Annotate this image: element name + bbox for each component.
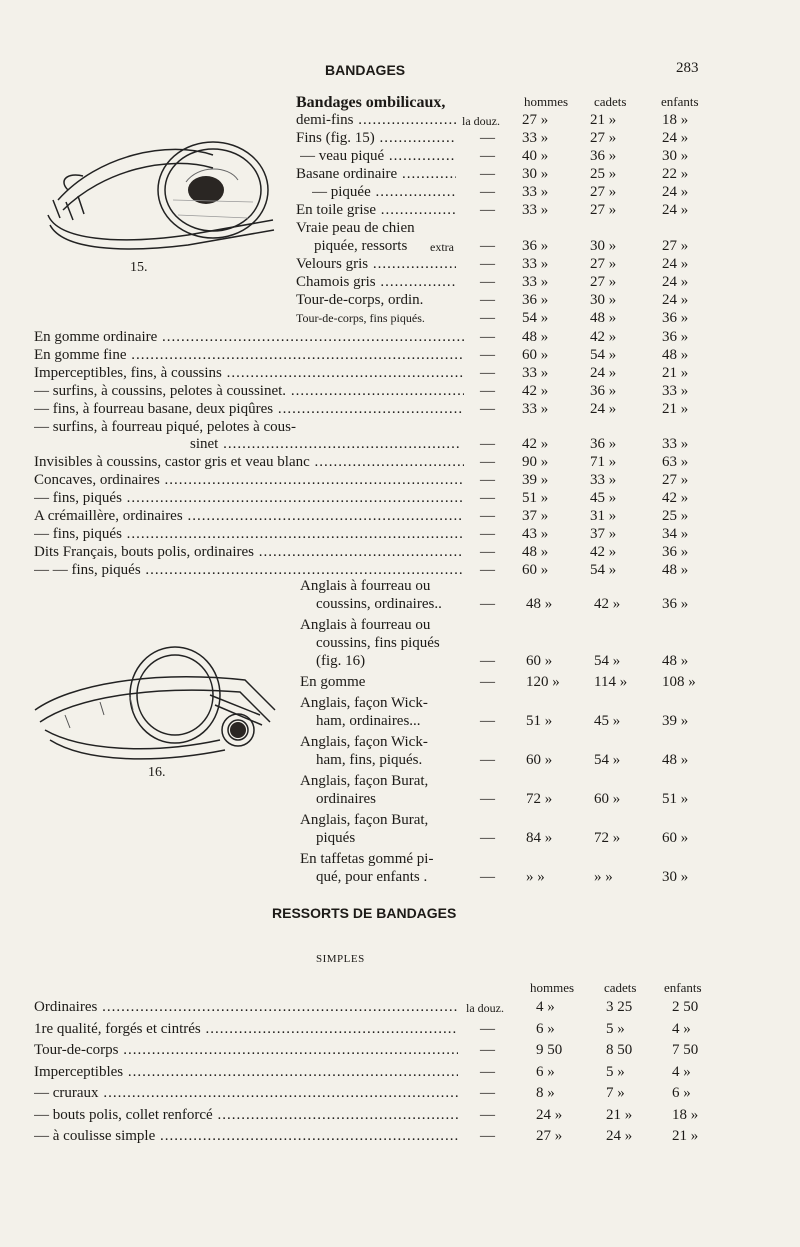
table-row — [0, 651, 800, 671]
row-label-line: Anglais, façon Burat, — [300, 773, 429, 789]
ditto-dash: — — [480, 752, 495, 768]
ditto-dash: — — [480, 508, 495, 524]
price-enfants: 48 » — [662, 561, 689, 578]
table-row — [0, 997, 800, 1017]
price-enfants: 27 » — [662, 238, 689, 254]
row-label: — surfins, à fourreau piqué, pelotes à cous- — [34, 418, 297, 435]
row-label: 1re qualité, forgés et cintrés ..... — [34, 1019, 458, 1039]
price-enfants: 108 » — [662, 674, 696, 690]
row-label: Invisibles à coussins, castor gris et veau blanc ..... — [34, 452, 464, 472]
row-label-line: Anglais à fourreau ou — [300, 578, 431, 594]
row-label: — à coulisse simple ..... — [34, 1126, 458, 1146]
ditto-dash: — — [480, 202, 495, 218]
table-row — [0, 218, 800, 238]
price-cadets: 42 » — [590, 329, 617, 345]
ditto-dash: — — [480, 674, 495, 690]
price-hommes: 84 » — [526, 830, 553, 846]
price-cadets: 33 » — [590, 472, 617, 489]
ditto-dash: — — [480, 490, 495, 507]
price-cadets: 24 » — [606, 1128, 633, 1144]
ditto-dash: — — [480, 713, 495, 729]
table-row — [0, 693, 800, 713]
row-label: Chamois gris ..... — [296, 272, 456, 292]
row-label-line: ham, ordinaires... — [316, 713, 421, 729]
price-enfants: 2 50 — [672, 999, 699, 1015]
table-row — [0, 200, 800, 220]
col-header-hommes: hommes — [524, 94, 569, 109]
price-cadets: 21 » — [590, 112, 617, 128]
ditto-dash: — — [480, 364, 495, 381]
table-row — [0, 828, 800, 848]
table-row — [0, 633, 800, 653]
ditto-dash: — — [480, 653, 495, 669]
price-cadets: 71 » — [590, 454, 617, 471]
price-cadets: 30 » — [590, 238, 617, 254]
row-label: Ordinaires ..... — [34, 997, 458, 1017]
price-cadets: 21 » — [606, 1106, 633, 1123]
price-hommes: 48 » — [522, 329, 549, 345]
price-enfants: 21 » — [662, 400, 689, 417]
price-hommes: 54 » — [522, 310, 549, 326]
price-cadets: 27 » — [590, 274, 617, 290]
table-row — [0, 254, 800, 274]
price-hommes: 33 » — [522, 274, 549, 290]
row-label: demi-fins ..... — [296, 110, 456, 130]
row-label: Dits Français, bouts polis, ordinaires ..... — [34, 542, 464, 562]
price-cadets: 60 » — [594, 791, 621, 807]
price-enfants: 30 » — [662, 148, 689, 164]
price-hommes: 43 » — [522, 525, 549, 542]
price-hommes: 4 » — [536, 999, 555, 1015]
price-hommes: 36 » — [522, 238, 549, 254]
row-label: Tour-de-corps, ordin. — [296, 292, 424, 308]
price-enfants: 22 » — [662, 166, 689, 182]
price-hommes: 39 » — [522, 472, 549, 489]
price-hommes: 30 » — [522, 166, 549, 182]
price-hommes: 48 » — [522, 543, 549, 560]
row-label: sinet ..... — [190, 434, 460, 454]
price-cadets: 45 » — [594, 713, 621, 729]
price-enfants: 30 » — [662, 869, 689, 885]
row-label-line: coussins, fins piqués — [316, 635, 440, 651]
price-cadets: 5 » — [606, 1020, 625, 1037]
price-cadets: 24 » — [590, 364, 617, 381]
price-cadets: 37 » — [590, 525, 617, 542]
price-enfants: 51 » — [662, 791, 689, 807]
price-cadets: 48 » — [590, 310, 617, 326]
price-enfants: 24 » — [662, 292, 689, 308]
table-row — [0, 849, 800, 869]
price-hommes: 48 » — [526, 596, 553, 612]
row-label: Tour-de-corps, fins piqués. — [296, 311, 425, 325]
table-row — [0, 1083, 800, 1103]
price-enfants: 36 » — [662, 310, 689, 326]
price-cadets: 72 » — [594, 830, 621, 846]
row-label: — fins, piqués ..... — [34, 488, 464, 508]
price-cadets: 42 » — [590, 543, 617, 560]
price-hommes: 37 » — [522, 508, 549, 524]
price-enfants: 48 » — [662, 752, 689, 768]
price-cadets: 27 » — [590, 130, 617, 146]
ditto-dash: — — [480, 1128, 495, 1144]
table-row — [0, 750, 800, 770]
price-hommes: 42 » — [522, 436, 549, 453]
price-hommes: 42 » — [522, 382, 549, 399]
row-label: — veau piqué ..... — [300, 146, 456, 166]
price-cadets: 31 » — [590, 508, 617, 524]
price-enfants: 34 » — [662, 525, 689, 542]
price-hommes: 33 » — [522, 400, 549, 417]
ditto-dash: — — [480, 596, 495, 612]
price-hommes: 36 » — [522, 292, 549, 308]
row-label-line: Anglais, façon Wick- — [300, 734, 428, 750]
row-label-line: Anglais, façon Wick- — [300, 695, 428, 711]
price-hommes: 33 » — [522, 256, 549, 272]
price-cadets: 27 » — [590, 184, 617, 200]
ditto-dash: — — [480, 184, 495, 200]
table-row — [0, 1040, 800, 1060]
price-hommes: 6 » — [536, 1063, 555, 1080]
price-hommes: 6 » — [536, 1020, 555, 1037]
table-row — [0, 672, 800, 692]
row-label-line: ordinaires — [316, 791, 376, 807]
col-header-cadets-2: cadets — [604, 980, 637, 995]
price-hommes: 40 » — [522, 148, 549, 164]
price-enfants: 27 » — [662, 472, 689, 489]
row-label: En toile grise ..... — [296, 200, 456, 220]
price-enfants: 25 » — [662, 508, 689, 524]
price-enfants: 36 » — [662, 596, 689, 612]
price-cadets: 114 » — [594, 674, 628, 690]
ditto-dash: — — [480, 292, 495, 308]
price-hommes: 90 » — [522, 454, 549, 471]
row-label-line: En gomme — [300, 674, 366, 690]
ditto-dash: — — [480, 830, 495, 846]
table-row — [0, 182, 800, 202]
price-cadets: 7 » — [606, 1085, 625, 1101]
col-header-cadets: cadets — [594, 94, 627, 109]
price-cadets: 25 » — [590, 166, 617, 182]
price-cadets: 42 » — [594, 596, 621, 612]
row-label: Basane ordinaire ..... — [296, 164, 456, 184]
row-label: Concaves, ordinaires ..... — [34, 470, 464, 490]
price-enfants: 42 » — [662, 490, 689, 507]
ditto-dash: — — [480, 869, 495, 885]
table-row — [0, 272, 800, 292]
ditto-dash: — — [480, 791, 495, 807]
row-label-line: Anglais, façon Burat, — [300, 812, 429, 828]
price-cadets: 27 » — [590, 202, 617, 218]
ditto-dash: — — [480, 454, 495, 471]
price-hommes: 60 » — [526, 752, 553, 768]
price-cadets: 24 » — [590, 400, 617, 417]
price-cadets: 5 » — [606, 1063, 625, 1080]
price-enfants: 4 » — [672, 1063, 691, 1080]
row-label: — surfins, à coussins, pelotes à coussinet. ..... — [34, 381, 464, 401]
row-label: Imperceptibles, fins, à coussins ..... — [34, 363, 464, 383]
price-enfants: 36 » — [662, 543, 689, 560]
table-row — [0, 594, 800, 614]
row-label-line: (fig. 16) — [316, 653, 366, 669]
price-hommes: 120 » — [526, 674, 560, 690]
price-enfants: 6 » — [672, 1085, 691, 1101]
table-row — [0, 146, 800, 166]
row-label: Fins (fig. 15) ..... — [296, 128, 456, 148]
table-row — [0, 1062, 800, 1082]
price-enfants: 36 » — [662, 329, 689, 345]
price-cadets: 54 » — [594, 752, 621, 768]
price-enfants: 7 50 — [672, 1042, 699, 1058]
row-label: — cruraux ..... — [34, 1083, 458, 1103]
table-row — [0, 576, 800, 596]
row-label: — — fins, piqués ..... — [34, 560, 464, 580]
price-hommes: 72 » — [526, 791, 553, 807]
row-label-line: coussins, ordinaires.. — [316, 596, 442, 612]
unit-label: la douz. — [462, 114, 500, 128]
row-label-extra: extra — [430, 240, 454, 254]
col-header-enfants: enfants — [661, 94, 699, 109]
table-row — [0, 711, 800, 731]
section-title-ombilicaux: Bandages ombilicaux, — [296, 94, 446, 111]
price-hommes: 8 » — [536, 1085, 555, 1101]
price-hommes: 27 » — [522, 112, 549, 128]
row-label-line: qué, pour enfants . — [316, 869, 428, 885]
ditto-dash: — — [480, 148, 495, 164]
price-hommes: 33 » — [522, 184, 549, 200]
price-cadets: 36 » — [590, 436, 617, 453]
ditto-dash: — — [480, 1106, 495, 1123]
table-row — [0, 164, 800, 184]
ditto-dash: — — [480, 310, 495, 326]
ditto-dash: — — [480, 1042, 495, 1058]
section-subtitle-simples: SIMPLES — [316, 953, 365, 965]
price-enfants: 48 » — [662, 653, 689, 669]
price-enfants: 21 » — [662, 364, 689, 381]
table-row — [0, 615, 800, 635]
price-cadets: 30 » — [590, 292, 617, 308]
price-cadets: » » — [594, 869, 613, 885]
price-cadets: 3 25 — [606, 999, 633, 1015]
ditto-dash: — — [480, 166, 495, 182]
table-row — [0, 1126, 800, 1146]
page-header: BANDAGES — [325, 62, 406, 78]
table-row — [0, 732, 800, 752]
price-enfants: 24 » — [662, 274, 689, 290]
row-label: — fins, piqués ..... — [34, 524, 464, 544]
row-label: piquée, ressorts — [314, 238, 408, 254]
row-label: Imperceptibles ..... — [34, 1062, 458, 1082]
row-label-line: ham, fins, piqués. — [316, 752, 423, 768]
price-hommes: 33 » — [522, 130, 549, 146]
row-label: — bouts polis, collet renforcé ..... — [34, 1105, 458, 1125]
ditto-dash: — — [480, 561, 495, 578]
ditto-dash: — — [480, 256, 495, 272]
table-row — [0, 867, 800, 887]
unit-label: la douz. — [466, 1001, 504, 1015]
table-row — [0, 236, 800, 256]
table-row — [0, 1105, 800, 1125]
price-enfants: 63 » — [662, 454, 689, 471]
row-label: Velours gris ..... — [296, 254, 456, 274]
price-cadets: 54 » — [590, 346, 617, 363]
row-label: En gomme fine ..... — [34, 345, 464, 365]
price-enfants: 39 » — [662, 713, 689, 729]
price-enfants: 48 » — [662, 346, 689, 363]
price-enfants: 18 » — [662, 112, 689, 128]
price-enfants: 4 » — [672, 1020, 691, 1037]
price-hommes: 27 » — [536, 1128, 563, 1144]
price-enfants: 33 » — [662, 382, 689, 399]
row-label-line: En taffetas gommé pi- — [300, 851, 434, 867]
table-row — [0, 128, 800, 148]
figure-15-caption: 15. — [130, 260, 148, 275]
table-row — [0, 789, 800, 809]
ditto-dash: — — [480, 238, 495, 254]
price-cadets: 36 » — [590, 382, 617, 399]
table-row — [0, 1019, 800, 1039]
section-title-ressorts: RESSORTS DE BANDAGES — [272, 905, 457, 921]
ditto-dash: — — [480, 400, 495, 417]
ditto-dash: — — [480, 1063, 495, 1080]
price-hommes: 60 » — [522, 561, 549, 578]
row-label: Vraie peau de chien — [296, 220, 415, 236]
price-enfants: 24 » — [662, 202, 689, 218]
table-row — [0, 771, 800, 791]
ditto-dash: — — [480, 472, 495, 489]
row-label: En gomme ordinaire ..... — [34, 327, 464, 347]
table-row — [0, 810, 800, 830]
price-cadets: 36 » — [590, 148, 617, 164]
row-label: — piquée ..... — [312, 182, 456, 202]
price-hommes: » » — [526, 869, 545, 885]
ditto-dash: — — [480, 329, 495, 345]
row-label-line: Anglais à fourreau ou — [300, 617, 431, 633]
price-hommes: 24 » — [536, 1106, 563, 1123]
row-label: — fins, à fourreau basane, deux piqûres ..... — [34, 399, 464, 419]
ditto-dash: — — [480, 382, 495, 399]
ditto-dash: — — [480, 1085, 495, 1101]
price-enfants: 18 » — [672, 1106, 699, 1123]
price-hommes: 51 » — [526, 713, 553, 729]
price-hommes: 9 50 — [536, 1042, 563, 1058]
price-hommes: 51 » — [522, 490, 549, 507]
ditto-dash: — — [480, 436, 495, 453]
figure-16-caption: 16. — [148, 765, 166, 780]
ditto-dash: — — [480, 1020, 495, 1037]
price-enfants: 24 » — [662, 256, 689, 272]
ditto-dash: — — [480, 274, 495, 290]
col-header-hommes-2: hommes — [530, 980, 575, 995]
price-cadets: 27 » — [590, 256, 617, 272]
table-row — [0, 290, 800, 310]
ditto-dash: — — [480, 130, 495, 146]
price-cadets: 8 50 — [606, 1042, 633, 1058]
price-cadets: 54 » — [594, 653, 621, 669]
price-hommes: 33 » — [522, 364, 549, 381]
table-row — [0, 110, 800, 130]
ditto-dash: — — [480, 543, 495, 560]
ditto-dash: — — [480, 525, 495, 542]
page-number: 283 — [676, 60, 699, 76]
row-label: A crémaillère, ordinaires ..... — [34, 506, 464, 526]
price-enfants: 60 » — [662, 830, 689, 846]
price-enfants: 24 » — [662, 184, 689, 200]
price-hommes: 33 » — [522, 202, 549, 218]
price-hommes: 60 » — [522, 346, 549, 363]
col-header-enfants-2: enfants — [664, 980, 702, 995]
row-label-line: piqués — [316, 830, 356, 846]
price-enfants: 33 » — [662, 436, 689, 453]
table-row — [0, 308, 800, 328]
ditto-dash: — — [480, 346, 495, 363]
row-label: Tour-de-corps ..... — [34, 1040, 458, 1060]
price-enfants: 21 » — [672, 1128, 699, 1144]
price-enfants: 24 » — [662, 130, 689, 146]
price-hommes: 60 » — [526, 653, 553, 669]
price-cadets: 45 » — [590, 490, 617, 507]
price-cadets: 54 » — [590, 561, 617, 578]
